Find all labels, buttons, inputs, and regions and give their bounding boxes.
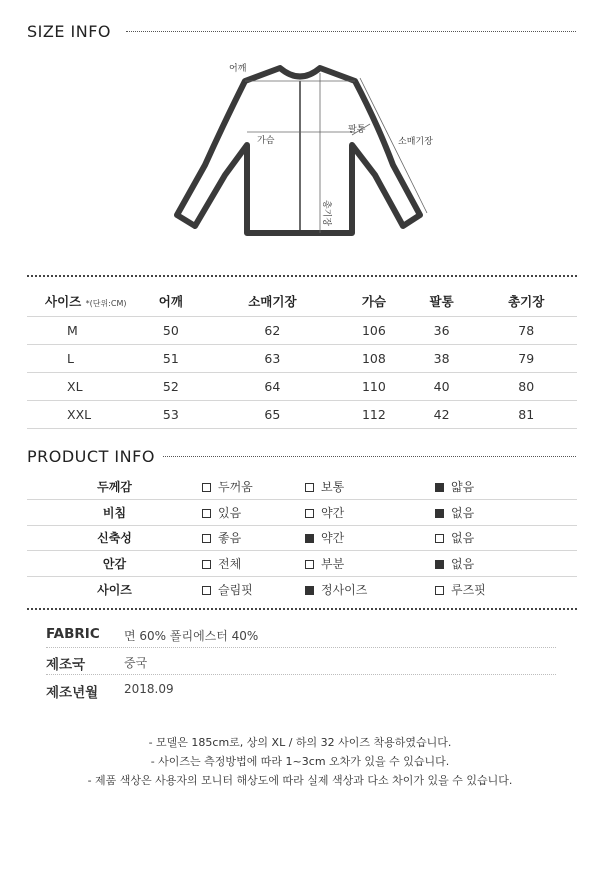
product-option — [300, 474, 435, 500]
note-line: - 모델은 185cm로, 상의 XL / 하의 32 사이즈 착용하였습니다. — [148, 736, 452, 749]
product-option — [202, 576, 300, 602]
option-label: 보통 — [321, 480, 345, 495]
value-cell: 81 — [518, 406, 535, 422]
product-option — [202, 474, 300, 500]
option-label: 없음 — [451, 505, 475, 520]
divider — [27, 608, 577, 610]
checked-box-icon — [305, 586, 314, 595]
unchecked-box-icon — [202, 560, 211, 569]
title-divider — [163, 456, 576, 457]
fabric-label: FABRIC — [46, 626, 100, 642]
label-shoulder: 어깨 — [229, 64, 247, 74]
product-info-row — [27, 474, 577, 500]
value-cell: 51 — [162, 350, 179, 366]
header-shoulder: 어깨 — [158, 293, 183, 309]
unchecked-box-icon — [435, 586, 444, 595]
option-label: 두꺼움 — [218, 480, 253, 495]
option-label: 전체 — [218, 557, 242, 572]
value-cell: 80 — [518, 378, 535, 394]
product-info-row — [27, 525, 577, 551]
product-option — [202, 551, 300, 577]
garment-diagram — [165, 55, 445, 245]
option-label: 좋음 — [218, 531, 242, 546]
jacket-outline — [177, 68, 420, 233]
value-cell: 79 — [518, 350, 535, 366]
option-label: 얇음 — [451, 480, 475, 495]
product-info-label: 두께감 — [97, 480, 132, 495]
unchecked-box-icon — [435, 534, 444, 543]
option-label: 약간 — [321, 505, 345, 520]
label-sleeve-length: 소매기장 — [398, 137, 433, 147]
product-info-title: PRODUCT INFO — [27, 447, 155, 466]
product-option — [435, 551, 577, 577]
product-info-row — [27, 551, 577, 577]
value-cell: 106 — [361, 322, 386, 338]
note-line: - 제품 색상은 사용자의 모니터 해상도에 따라 실제 색상과 다소 차이가 있을 수 있습니다. — [87, 774, 513, 787]
label-sleeve-width: 팔통 — [348, 125, 366, 135]
unchecked-box-icon — [305, 509, 314, 518]
label-total-length: 총기장 — [321, 200, 331, 227]
header-sleeve-width: 팔통 — [429, 293, 454, 309]
size-table — [27, 286, 577, 429]
origin-value: 중국 — [124, 656, 148, 670]
value-cell: 42 — [433, 406, 450, 422]
product-info-label: 비침 — [102, 505, 127, 520]
checked-box-icon — [435, 560, 444, 569]
notes — [0, 733, 600, 790]
value-cell: 110 — [361, 378, 386, 394]
product-info-label: 안감 — [102, 557, 127, 572]
fabric-value: 면 60% 폴리에스터 40% — [124, 629, 259, 643]
option-label: 부분 — [321, 557, 345, 572]
value-cell: 63 — [264, 350, 281, 366]
product-option — [435, 525, 577, 551]
product-info-label: 사이즈 — [97, 582, 132, 597]
size-cell: XXL — [67, 406, 92, 422]
date-label: 제조년월 — [46, 685, 99, 701]
header-chest: 가슴 — [361, 293, 386, 309]
product-info-label: 신축성 — [97, 531, 132, 546]
size-info-title: SIZE INFO — [27, 22, 112, 41]
value-cell: 53 — [162, 406, 179, 422]
product-info-row — [27, 500, 577, 526]
product-option — [202, 500, 300, 526]
option-label: 없음 — [451, 557, 475, 572]
size-cell: XL — [67, 378, 83, 394]
size-cell: M — [67, 322, 78, 338]
value-cell: 36 — [433, 322, 450, 338]
size-cell: L — [67, 350, 74, 366]
size-table-header — [27, 286, 577, 316]
unchecked-box-icon — [202, 534, 211, 543]
product-option — [300, 576, 435, 602]
option-label: 있음 — [218, 505, 242, 520]
value-cell: 50 — [162, 322, 179, 338]
value-cell: 112 — [361, 406, 386, 422]
value-cell: 52 — [162, 378, 179, 394]
title-divider — [126, 31, 576, 32]
value-cell: 38 — [433, 350, 450, 366]
product-option — [435, 474, 577, 500]
product-option — [202, 525, 300, 551]
product-option — [435, 576, 577, 602]
option-label: 슬림핏 — [218, 582, 253, 597]
unchecked-box-icon — [202, 509, 211, 518]
note-line: - 사이즈는 측정방법에 따라 1~3cm 오차가 있을 수 있습니다. — [150, 755, 450, 768]
divider — [27, 275, 577, 277]
value-cell: 62 — [264, 322, 281, 338]
header-total-length: 총기장 — [508, 293, 545, 309]
table-row — [27, 400, 577, 428]
checked-box-icon — [305, 534, 314, 543]
checked-box-icon — [435, 483, 444, 492]
origin-label: 제조국 — [46, 657, 86, 673]
option-label: 없음 — [451, 531, 475, 546]
unchecked-box-icon — [305, 560, 314, 569]
value-cell: 65 — [264, 406, 281, 422]
label-chest: 가슴 — [257, 136, 275, 146]
value-cell: 64 — [264, 378, 281, 394]
header-size: 사이즈 *(단위:CM) — [45, 293, 127, 309]
product-option — [300, 525, 435, 551]
unchecked-box-icon — [305, 483, 314, 492]
option-label: 정사이즈 — [321, 582, 368, 597]
product-option — [300, 551, 435, 577]
product-info-table — [27, 474, 577, 602]
table-row — [27, 372, 577, 400]
option-label: 루즈핏 — [451, 582, 486, 597]
product-option — [435, 500, 577, 526]
option-label: 약간 — [321, 531, 345, 546]
product-info-row — [27, 576, 577, 602]
product-option — [300, 500, 435, 526]
fabric-row — [46, 622, 556, 648]
table-row — [27, 316, 577, 344]
header-sleeve-length: 소매기장 — [248, 293, 297, 309]
date-value: 2018.09 — [124, 682, 174, 696]
date-row — [46, 677, 556, 703]
unchecked-box-icon — [202, 483, 211, 492]
origin-row — [46, 649, 556, 675]
value-cell: 108 — [361, 350, 386, 366]
value-cell: 40 — [433, 378, 450, 394]
unchecked-box-icon — [202, 586, 211, 595]
value-cell: 78 — [518, 322, 535, 338]
checked-box-icon — [435, 509, 444, 518]
table-row — [27, 344, 577, 372]
